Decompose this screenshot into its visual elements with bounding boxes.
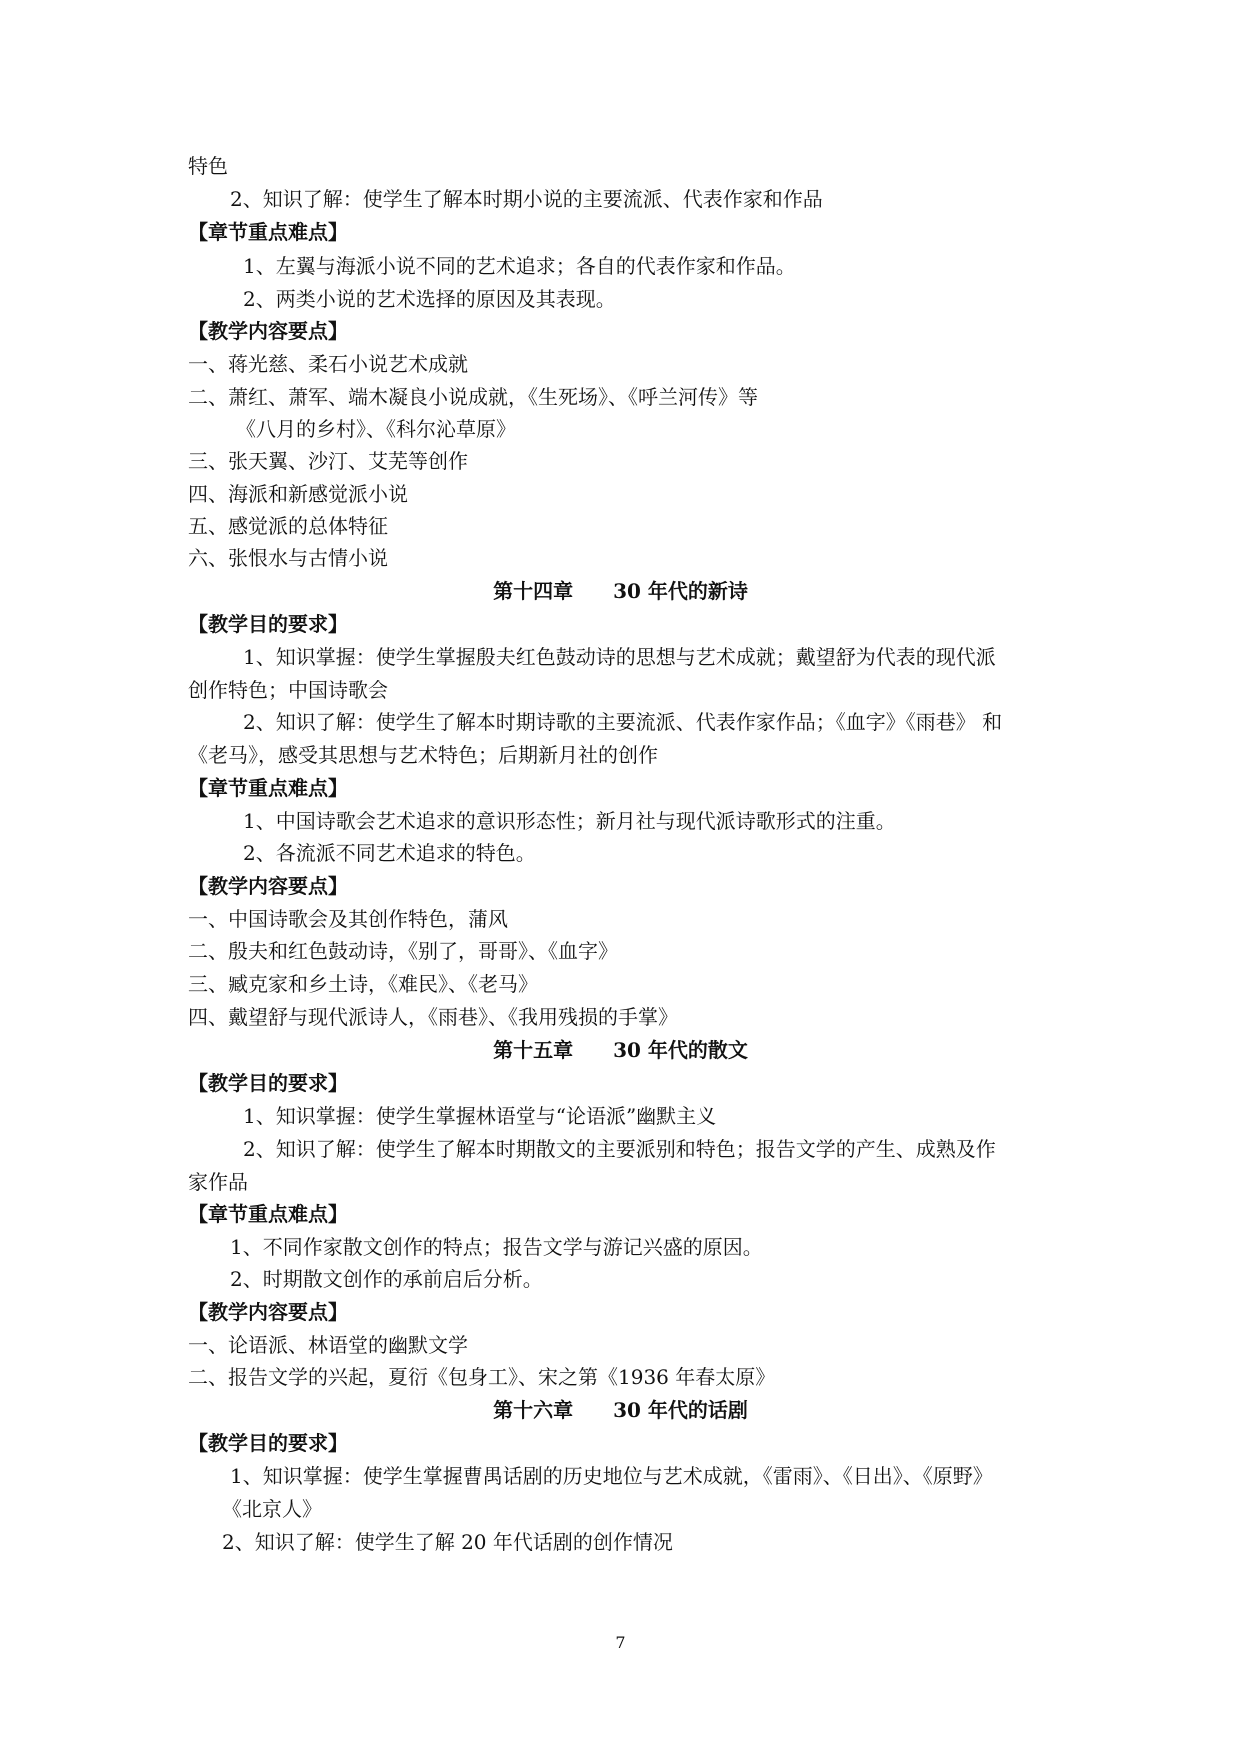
text-line: 1、中国诗歌会艺术追求的意识形态性；新月社与现代派诗歌形式的注重。 [243,809,896,833]
list-item: 四、戴望舒与现代派诗人，《雨巷》、《我用残损的手掌》 [188,1005,678,1029]
chapter-title: 第十四章 30 年代的新诗 [493,579,748,603]
text-line: 2、知识了解：使学生了解本时期散文的主要派别和特色；报告文学的产生、成熟及作 [243,1137,996,1161]
section-heading: 【教学内容要点】 [188,874,348,898]
list-item: 三、臧克家和乡土诗，《难民》、《老马》 [188,972,538,996]
list-item: 一、论语派、林语堂的幽默文学 [188,1333,468,1357]
page-number: 7 [615,1633,626,1652]
section-heading: 【教学内容要点】 [188,1300,348,1324]
section-heading: 【教学目的要求】 [188,1431,348,1455]
text-line: 创作特色；中国诗歌会 [188,678,388,702]
text-line: 《老马》，感受其思想与艺术特色；后期新月社的创作 [188,743,658,767]
list-item: 四、海派和新感觉派小说 [188,482,408,506]
section-heading: 【章节重点难点】 [188,1202,348,1226]
text-line: 2、各流派不同艺术追求的特色。 [243,841,536,865]
list-item-continuation: 《八月的乡村》、《科尔沁草原》 [236,417,516,441]
text-line: 1、知识掌握：使学生掌握林语堂与“论语派”幽默主义 [243,1104,717,1128]
list-item: 一、蒋光慈、柔石小说艺术成就 [188,352,468,376]
text-line: 2、知识了解：使学生了解本时期诗歌的主要流派、代表作家作品；《血字》《雨巷》 和 [243,710,1003,734]
text-line: 《北京人》 [222,1497,322,1521]
list-item: 五、感觉派的总体特征 [188,514,388,538]
list-item: 六、张恨水与古情小说 [188,546,388,570]
section-heading: 【教学目的要求】 [188,612,348,636]
text-line: 家作品 [188,1170,248,1194]
list-item: 二、萧红、萧军、端木凝良小说成就，《生死场》、《呼兰河传》等 [188,385,758,409]
text-line: 特色 [188,154,228,178]
text-line: 1、知识掌握：使学生掌握殷夫红色鼓动诗的思想与艺术成就；戴望舒为代表的现代派 [243,645,996,669]
list-item: 二、殷夫和红色鼓动诗，《别了，哥哥》、《血字》 [188,939,618,963]
text-line: 1、左翼与海派小说不同的艺术追求；各自的代表作家和作品。 [243,254,796,278]
text-line: 2、时期散文创作的承前启后分析。 [230,1267,543,1291]
text-line: 2、知识了解：使学生了解 20 年代话剧的创作情况 [222,1530,673,1554]
list-item: 三、张天翼、沙汀、艾芜等创作 [188,449,468,473]
section-heading: 【教学内容要点】 [188,319,348,343]
chapter-title: 第十五章 30 年代的散文 [493,1038,748,1062]
text-line: 2、两类小说的艺术选择的原因及其表现。 [243,287,616,311]
section-heading: 【章节重点难点】 [188,776,348,800]
text-line: 2、知识了解：使学生了解本时期小说的主要流派、代表作家和作品 [230,187,823,211]
text-line: 1、知识掌握：使学生掌握曹禺话剧的历史地位与艺术成就，《雷雨》、《日出》、《原野》 [230,1464,993,1488]
list-item: 二、报告文学的兴起，夏衍《包身工》、宋之第《1936 年春太原》 [188,1365,776,1389]
section-heading: 【章节重点难点】 [188,220,348,244]
chapter-title: 第十六章 30 年代的话剧 [493,1398,748,1422]
text-line: 1、不同作家散文创作的特点；报告文学与游记兴盛的原因。 [230,1235,763,1259]
section-heading: 【教学目的要求】 [188,1071,348,1095]
list-item: 一、中国诗歌会及其创作特色，蒲风 [188,907,508,931]
